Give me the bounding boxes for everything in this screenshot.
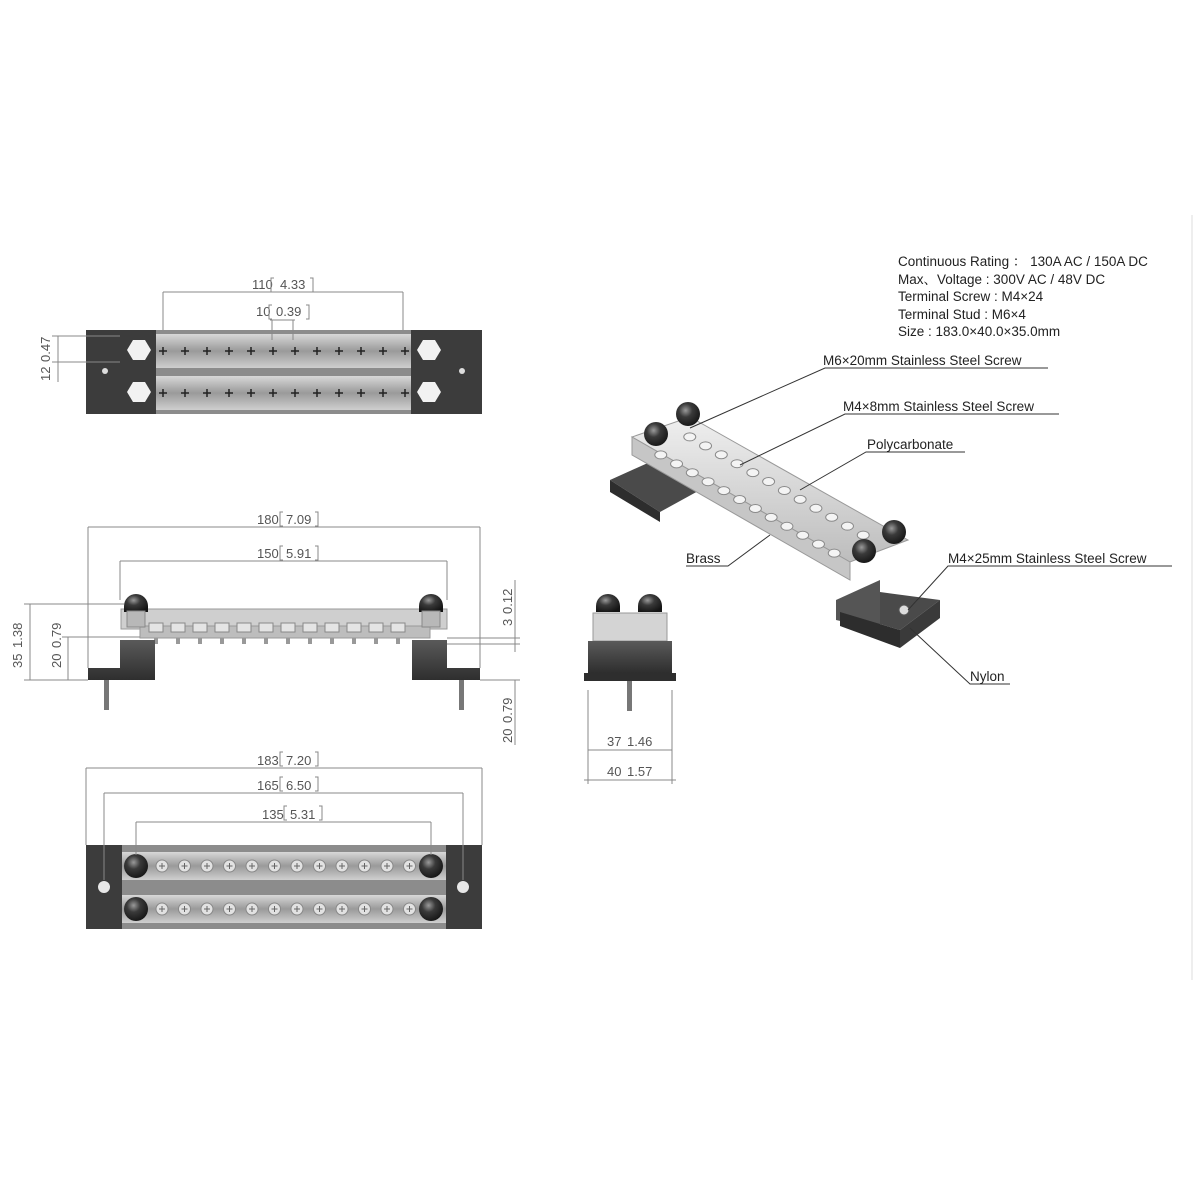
bottom-view bbox=[86, 845, 482, 929]
screw-head bbox=[171, 623, 185, 632]
dim-110: 110 bbox=[252, 277, 273, 292]
knob-icon bbox=[638, 594, 662, 612]
screw-shank bbox=[396, 638, 400, 644]
screw-head bbox=[303, 623, 317, 632]
end-foot bbox=[584, 673, 676, 681]
spec-terminal-screw: Terminal Screw : M4×24 bbox=[898, 289, 1044, 304]
callout-m6-screw: M6×20mm Stainless Steel Screw bbox=[823, 353, 1022, 368]
dim-165: 165 bbox=[257, 778, 279, 793]
end-wood-screw bbox=[627, 681, 632, 711]
screw-shank bbox=[352, 638, 356, 644]
side-right-base bbox=[412, 640, 480, 680]
side-view bbox=[88, 594, 480, 710]
side-left-base bbox=[88, 640, 155, 680]
screw-shank bbox=[286, 638, 290, 644]
screw-head bbox=[193, 623, 207, 632]
callout-m4-8-screw: M4×8mm Stainless Steel Screw bbox=[843, 399, 1034, 414]
screw-icon bbox=[812, 540, 824, 548]
bottom-busbar-upper bbox=[120, 852, 448, 880]
knob-icon bbox=[124, 897, 148, 921]
screw-head bbox=[215, 623, 229, 632]
screw-head bbox=[347, 623, 361, 632]
callout-nylon: Nylon bbox=[970, 669, 1005, 684]
dim-12: 12 bbox=[38, 366, 53, 381]
side-wood-screw bbox=[459, 680, 464, 710]
knob-icon bbox=[419, 897, 443, 921]
screw-shank bbox=[308, 638, 312, 644]
screw-shank bbox=[198, 638, 202, 644]
screw-icon bbox=[763, 478, 775, 486]
end-view bbox=[584, 594, 676, 711]
top-busbar-upper bbox=[155, 334, 411, 368]
screw-icon bbox=[826, 513, 838, 521]
screw-icon bbox=[781, 522, 793, 530]
screw-icon bbox=[671, 460, 683, 468]
screw-head bbox=[391, 623, 405, 632]
screw-shank bbox=[264, 638, 268, 644]
dim-40: 40 bbox=[607, 764, 622, 779]
dim-3-in: 0.12 bbox=[500, 588, 515, 614]
callout-polycarbonate: Polycarbonate bbox=[867, 437, 954, 452]
dim-180: 180 bbox=[257, 512, 279, 527]
knob-icon bbox=[882, 520, 906, 544]
knob-icon bbox=[852, 539, 876, 563]
spec-size: Size : 183.0×40.0×35.0mm bbox=[898, 324, 1061, 339]
dim-183-in: 7.20 bbox=[286, 753, 312, 768]
screw-icon bbox=[700, 442, 712, 450]
top-view bbox=[86, 330, 482, 414]
dim-180-in: 7.09 bbox=[286, 512, 312, 527]
dim-12-in: 0.47 bbox=[38, 336, 53, 362]
knob-icon bbox=[124, 854, 148, 878]
dim-183: 183 bbox=[257, 753, 279, 768]
bottom-busbar-lower bbox=[120, 895, 448, 923]
screw-shank bbox=[220, 638, 224, 644]
spec-list bbox=[898, 254, 1148, 339]
knob-icon bbox=[419, 854, 443, 878]
dim-20b-in: 0.79 bbox=[500, 697, 515, 723]
knob-icon bbox=[676, 402, 700, 426]
screw-head bbox=[149, 623, 163, 632]
screw-head bbox=[259, 623, 273, 632]
side-wood-screw bbox=[104, 680, 109, 710]
screw-icon bbox=[747, 469, 759, 477]
dim-150-in: 5.91 bbox=[286, 546, 312, 561]
knob-icon bbox=[596, 594, 620, 612]
spec-max-voltage: Max、Voltage : 300V AC / 48V DC bbox=[898, 272, 1106, 287]
screw-icon bbox=[828, 549, 840, 557]
dim-3: 3 bbox=[500, 618, 515, 626]
screw-shank bbox=[176, 638, 180, 644]
screw-icon bbox=[794, 495, 806, 503]
screw-shank bbox=[242, 638, 246, 644]
screw-icon bbox=[684, 433, 696, 441]
dim-165-in: 6.50 bbox=[286, 778, 312, 793]
screw-icon bbox=[702, 478, 714, 486]
mount-hole-icon bbox=[459, 368, 465, 374]
dim-37: 37 bbox=[607, 734, 622, 749]
screw-icon bbox=[655, 451, 667, 459]
callout-m4-25-screw: M4×25mm Stainless Steel Screw bbox=[948, 551, 1147, 566]
dim-37-in: 1.46 bbox=[627, 734, 653, 749]
screw-icon bbox=[765, 513, 777, 521]
spec-continuous-rating: Continuous Rating ： 130A AC / 150A DC bbox=[898, 254, 1148, 269]
screw-icon bbox=[857, 531, 869, 539]
mount-screw-icon bbox=[457, 881, 469, 893]
dim-20b: 20 bbox=[500, 728, 515, 743]
screw-icon bbox=[749, 504, 761, 512]
screw-head bbox=[281, 623, 295, 632]
dim-40-in: 1.57 bbox=[627, 764, 653, 779]
mount-screw-icon bbox=[899, 605, 909, 615]
dim-20-in: 0.79 bbox=[49, 622, 64, 648]
top-busbar-lower bbox=[155, 376, 411, 410]
screw-icon bbox=[718, 487, 730, 495]
knob-icon bbox=[644, 422, 668, 446]
knob-icon bbox=[124, 594, 148, 612]
spec-terminal-stud: Terminal Stud : M6×4 bbox=[898, 307, 1026, 322]
dim-10: 10 bbox=[256, 304, 271, 319]
dim-35-in: 1.38 bbox=[10, 622, 25, 648]
dim-10-in: 0.39 bbox=[276, 304, 302, 319]
screw-icon bbox=[715, 451, 727, 459]
screw-head bbox=[369, 623, 383, 632]
end-base bbox=[588, 641, 672, 673]
screw-head bbox=[237, 623, 251, 632]
callout-brass: Brass bbox=[686, 551, 721, 566]
screw-icon bbox=[797, 531, 809, 539]
dim-20: 20 bbox=[49, 653, 64, 668]
stud-nut bbox=[422, 611, 440, 627]
mount-screw-icon bbox=[98, 881, 110, 893]
dim-110-in: 4.33 bbox=[280, 277, 306, 292]
screw-icon bbox=[778, 486, 790, 494]
screw-icon bbox=[734, 496, 746, 504]
screw-shank bbox=[330, 638, 334, 644]
screw-icon bbox=[841, 522, 853, 530]
dim-35: 35 bbox=[10, 653, 25, 668]
mount-hole-icon bbox=[102, 368, 108, 374]
dim-150: 150 bbox=[257, 546, 279, 561]
screw-icon bbox=[686, 469, 698, 477]
screw-icon bbox=[731, 460, 743, 468]
dim-135: 135 bbox=[262, 807, 284, 822]
screw-shank bbox=[374, 638, 378, 644]
end-cover bbox=[593, 613, 667, 641]
dim-135-in: 5.31 bbox=[290, 807, 316, 822]
stud-nut bbox=[127, 611, 145, 627]
screw-icon bbox=[810, 504, 822, 512]
knob-icon bbox=[419, 594, 443, 612]
screw-head bbox=[325, 623, 339, 632]
